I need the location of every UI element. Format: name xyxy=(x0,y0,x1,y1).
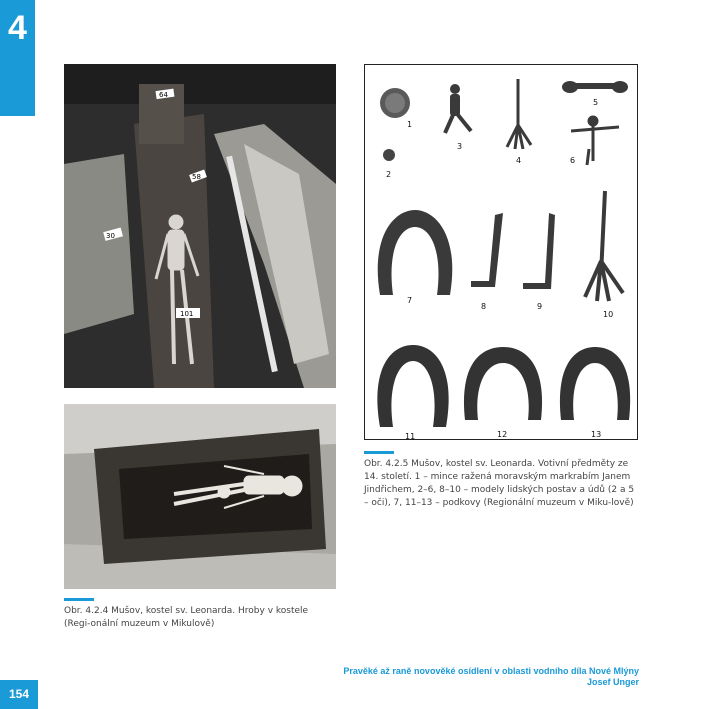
caption-rule-left xyxy=(64,598,94,601)
caption-left: Obr. 4.2.4 Mušov, kostel sv. Leonarda. Hroby v kostele (Regi-onální muzeum v Mikulově) xyxy=(64,606,309,629)
page-number-text: 154 xyxy=(8,687,30,701)
artifacts-plate xyxy=(364,64,638,440)
artifact-label: 2 xyxy=(386,170,392,179)
running-footer xyxy=(343,666,639,688)
artifact-label: 1 xyxy=(407,120,413,129)
caption-right: Obr. 4.2.5 Mušov, kostel sv. Leonarda. Votivní předměty ze 14. století. 1 – mince ražená moravským markrabím Janem Jindřichem, 2–6, 8–10 – modely lidských postav a údů (2 a 5 – oči), 7, 11–13 – podkovy (Regionální muzeum v Miku-lově) xyxy=(364,459,635,508)
tag-label: 64 xyxy=(159,91,168,99)
artifact-label: 12 xyxy=(497,430,508,439)
artifact-label: 6 xyxy=(570,156,576,165)
artifact-label: 10 xyxy=(603,310,614,319)
caption-rule-right xyxy=(364,451,394,454)
artifact-label: 3 xyxy=(457,142,463,151)
artifact-label: 5 xyxy=(593,98,599,107)
artifact-label: 11 xyxy=(405,432,416,440)
book-title: Pravěké až raně novověké osídlení v oblasti vodního díla Nové Mlýny xyxy=(343,666,639,676)
chapter-tab xyxy=(0,0,35,116)
grave-shaft-image xyxy=(64,64,336,388)
artifact-label: 13 xyxy=(591,430,602,439)
artifact-label: 8 xyxy=(481,302,487,311)
chapter-number: 4 xyxy=(8,9,27,47)
tag-label: 30 xyxy=(106,232,115,240)
photo-skeleton-grave xyxy=(64,404,336,589)
artifacts-image xyxy=(365,65,638,440)
skeleton-grave-image xyxy=(64,404,336,589)
artifact-label: 4 xyxy=(516,156,522,165)
page-number xyxy=(0,680,38,709)
artifact-label: 7 xyxy=(407,296,413,305)
artifact-label: 9 xyxy=(537,302,543,311)
tag-label: 101 xyxy=(180,310,194,318)
tag-label: 58 xyxy=(192,173,201,181)
photo-grave-shaft xyxy=(64,64,336,388)
author-name: Josef Unger xyxy=(586,677,639,687)
